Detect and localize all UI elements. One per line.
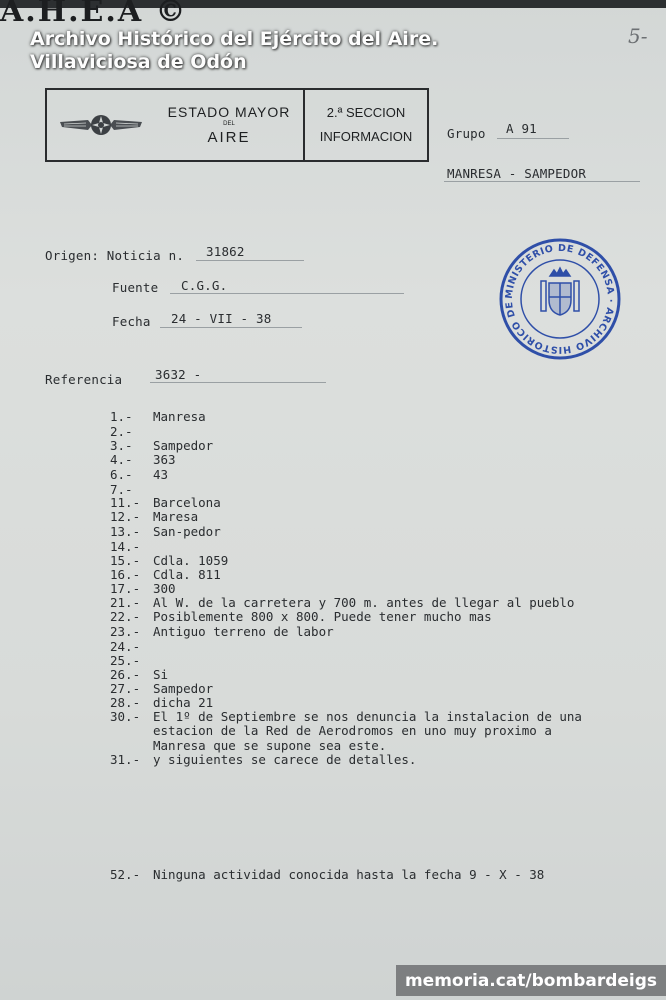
source-watermark-bar xyxy=(396,965,666,996)
location-heading: MANRESA - SAMPEDOR xyxy=(447,166,587,181)
item-number: 6.- xyxy=(110,467,133,482)
informacion-label: INFORMACION xyxy=(319,129,413,144)
item-text: Al W. de la carretera y 700 m. antes de llegar al pueblo xyxy=(153,595,575,610)
ministry-stamp xyxy=(498,237,622,361)
item-number: 3.- xyxy=(110,438,133,453)
item-number: 12.- xyxy=(110,509,141,524)
item-number: 17.- xyxy=(110,581,141,596)
fecha-underline xyxy=(160,327,302,328)
item-number: 16.- xyxy=(110,567,141,582)
list-item xyxy=(110,524,650,540)
fuente-underline xyxy=(170,293,404,294)
watermark-line-1: Archivo Histórico del Ejército del Aire. xyxy=(30,28,439,50)
item-text: Posiblemente 800 x 800. Puede tener mucho mas xyxy=(153,609,492,624)
item-number: 22.- xyxy=(110,609,141,624)
stamp-ring-text: MINISTERIO DE DEFENSA · ARCHIVO HISTORICO DE xyxy=(503,242,617,356)
item-number: 26.- xyxy=(110,667,141,682)
grupo-underline xyxy=(497,138,569,139)
fuente-label: Fuente xyxy=(112,280,159,295)
item-number: 21.- xyxy=(110,595,141,610)
list-item xyxy=(110,752,650,768)
item-number: 1.- xyxy=(110,409,133,424)
item-number: 52.- xyxy=(110,867,141,882)
location-underline xyxy=(444,181,640,182)
source-url: memoria.cat/bombardeigs xyxy=(404,970,658,991)
list-item xyxy=(110,624,650,640)
origen-label: Origen: Noticia n. xyxy=(45,248,185,263)
estado-mayor-aire xyxy=(155,90,305,160)
item-text: Sampedor xyxy=(153,438,214,453)
seccion-label: 2.ª SECCION xyxy=(326,105,406,120)
estado-mayor-label: ESTADO MAYOR xyxy=(167,104,291,120)
item-number: 27.- xyxy=(110,681,141,696)
referencia-underline xyxy=(150,382,326,383)
item-number: 14.- xyxy=(110,539,141,554)
item-number: 30.- xyxy=(110,709,141,724)
item-30-continuation-1: estacion de la Red de Aerodromos en uno muy proximo a xyxy=(153,723,552,738)
item-text: Maresa xyxy=(153,509,199,524)
item-text: Sampedor xyxy=(153,681,214,696)
letterhead-box xyxy=(45,88,429,162)
list-item xyxy=(110,609,650,625)
item-number: 25.- xyxy=(110,653,141,668)
item-text: dicha 21 xyxy=(153,695,214,710)
watermark-line-2: Villaviciosa de Odón xyxy=(30,51,247,73)
section-information xyxy=(305,90,427,160)
aire-label: AIRE xyxy=(207,129,251,146)
item-number: 11.- xyxy=(110,495,141,510)
referencia-value: 3632 - xyxy=(155,367,202,382)
list-item-52 xyxy=(110,867,630,883)
fecha-value: 24 - VII - 38 xyxy=(171,311,272,326)
item-text: y siguientes se carece de detalles. xyxy=(153,752,417,767)
item-text: Barcelona xyxy=(153,495,221,510)
list-item xyxy=(110,467,650,483)
item-number: 4.- xyxy=(110,452,133,467)
item-30-continuation-2: Manresa que se supone sea este. xyxy=(153,738,387,753)
item-number: 23.- xyxy=(110,624,141,639)
item-number: 13.- xyxy=(110,524,141,539)
fecha-label: Fecha xyxy=(112,314,151,329)
origen-value: 31862 xyxy=(206,244,245,259)
item-number: 31.- xyxy=(110,752,141,767)
grupo-label: Grupo xyxy=(447,126,486,141)
item-text: Cdla. 811 xyxy=(153,567,221,582)
origen-underline xyxy=(196,260,304,261)
archive-header-fragment: A.H.E.A © xyxy=(0,0,188,29)
referencia-label: Referencia xyxy=(45,372,123,387)
coat-of-arms-icon xyxy=(541,268,579,315)
item-text: San-pedor xyxy=(153,524,221,539)
archive-watermark xyxy=(30,28,438,74)
item-number: 2.- xyxy=(110,424,133,439)
item-text: Manresa xyxy=(153,409,206,424)
grupo-value: A 91 xyxy=(506,121,537,136)
item-text: Si xyxy=(153,667,169,682)
air-force-emblem-icon xyxy=(47,90,155,160)
item-text: El 1º de Septiembre se nos denuncia la instalacion de una xyxy=(153,709,582,724)
list-item xyxy=(110,409,650,425)
item-text: 300 xyxy=(153,581,176,596)
item-number: 15.- xyxy=(110,553,141,568)
item-text: 363 xyxy=(153,452,176,467)
item-text: Ninguna actividad conocida hasta la fecha 9 - X - 38 xyxy=(153,867,545,882)
item-text: Cdla. 1059 xyxy=(153,553,229,568)
fuente-value: C.G.G. xyxy=(181,278,228,293)
item-number: 24.- xyxy=(110,639,141,654)
item-text: Antiguo terreno de labor xyxy=(153,624,334,639)
item-number: 7.- xyxy=(110,482,133,497)
handwritten-page-number: 5- xyxy=(628,24,648,48)
del-label: DEL xyxy=(223,121,235,127)
list-item xyxy=(110,509,650,525)
list-item xyxy=(110,452,650,468)
item-text: 43 xyxy=(153,467,169,482)
item-number: 28.- xyxy=(110,695,141,710)
